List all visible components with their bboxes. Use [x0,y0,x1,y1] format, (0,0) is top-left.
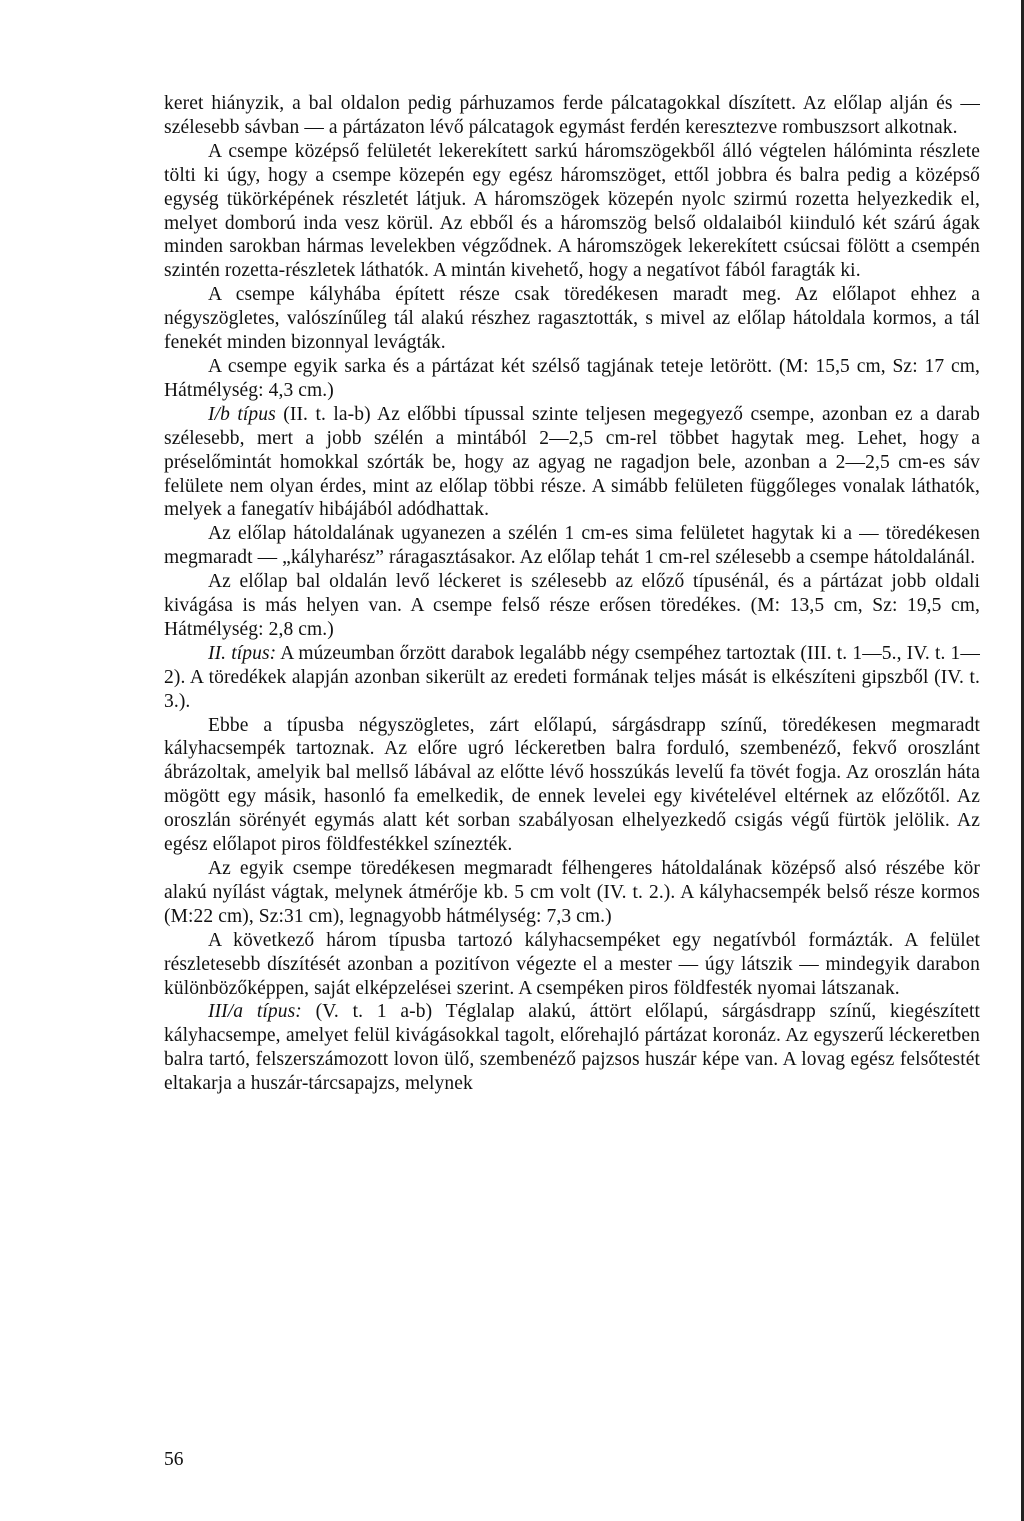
paragraph-text: Az előlap bal oldalán levő léckeret is szélesebb az előző típusénál, és a pártázat jobb oldali kivágása is más helyen van. A csempe felső része erősen töredékes. (M: 13,5 cm, Sz: 19,5 cm, Hátmélység: 2,8 cm.) [164,571,980,640]
paragraph-text: A csempe középső felületét lekerekített sarkú háromszögekből álló végtelen hálóminta részlete tölti ki úgy, hogy a csempe közepén egy egész háromszöget, ettől jobbra és balra pedig a középső egység tükörképének részletét látjuk. A háromszögek közepén nyolc szirmú rozetta helyezkedik el, melyet domború inda vesz körül. Az ebből és a háromszög belső oldalaiból kiinduló két szárú ágak minden sarokban hármas levelekben végződnek. A háromszögek lekerekített csúcsai fölött a csempén szintén rozetta-részletek láthatók. A mintán kivehető, hogy a negatívot fából faragták ki. [164,140,980,282]
paragraph [164,929,980,1001]
italic-heading: I/b típus [208,403,276,425]
paragraph-text: Ebbe a típusba négyszögletes, zárt előlapú, sárgásdrapp színű, töredékesen megmaradt kályhacsempék tartoznak. Az előre ugró léckeretben balra forduló, szembenéző, fekvő oroszlánt ábrázoltak, amelyik bal mellső lábával az előtte lévő hosszúkás levelű fa tövét fogja. Az oroszlán háta mögött egy másik, hasonló fa emelkedik, de ennek levelei egy kivételével eltérnek az előzőtől. Az oroszlán sörényét egymás alatt két sorban szabályosan elhelyezkedő csigás végű fürtök jelölik. Az egész előlapot piros földfestékkel színezték. [164,714,980,856]
page-number: 56 [164,1449,184,1470]
paragraph [164,570,980,642]
paragraph-text: A csempe kályhába épített része csak töredékesen maradt meg. Az előlapot ehhez a négyszögletes, valószínűleg tál alakú részhez ragasztották, s mivel az előlap hátoldala kormos, a tál fenekét minden bizonnyal levágták. [164,284,980,354]
paragraph [164,283,980,355]
paragraph [164,857,980,929]
italic-heading: II. típus: [208,642,277,664]
paragraph [164,1000,980,1096]
paragraph [164,714,980,857]
body-text [164,92,980,1096]
paragraph-text: (V. t. 1 a-b) Téglalap alakú, áttört előlapú, sárgásdrapp színű, kiegészített kályhacsempe, amelyet felül kivágásokkal tagolt, előrehajló pártázat koronáz. Az egyszerű léckeretben balra tartó, felszerszámozott lovon ülő, szembenéző pajzsos huszár képe van. A lovag egész felsőtestét eltakarja a huszár-tárcsapajzs, melynek [164,1001,980,1095]
paragraph [164,140,980,283]
paragraph [164,92,980,140]
paragraph [164,403,980,523]
paragraph [164,522,980,570]
paragraph-text: Az előlap hátoldalának ugyanezen a szélén 1 cm-es sima felületet hagytak ki a — töredékesen megmaradt — „kályharész” ráragasztásakor. Az előlap tehát 1 cm-rel szélesebb a csempe hátoldalánál. [164,523,980,569]
paragraph-text: A csempe egyik sarka és a pártázat két szélső tagjának teteje letörött. (M: 15,5 cm, Sz: 17 cm, Hátmélység: 4,3 cm.) [164,355,980,401]
italic-heading: III/a típus: [208,1001,302,1023]
paragraph-text: (II. t. la-b) Az előbbi típussal szinte teljesen megegyező csempe, azonban ez a darab szélesebb, mert a jobb szélén a mintából 2—2,5 cm-rel többet hagytak meg. Lehet, hogy a préselőmintát homokkal szórták be, hogy az agyag ne ragadjon bele, azonban a 2—2,5 cm-es sáv felülete nem olyan érdes, mint az előlap többi része. A simább felületen függőleges vonalak láthatók, melyek a fanegatív hibájából adódhattak. [164,403,980,521]
paragraph-text: keret hiányzik, a bal oldalon pedig párhuzamos ferde pálcatagokkal díszített. Az előlap alján és — szélesebb sávban — a pártázaton lévő pálcatagok egymást ferdén keresztezve rombuszsort alkotnak. [164,93,980,138]
paragraph-text: A következő három típusba tartozó kályhacsempéket egy negatívból formázták. A felület részletesebb díszítését azonban a pozitívon végezte el a mester — úgy látszik — mindegyik darabon különbözőképpen, saját elképzelései szerint. A csempéken piros földfesték nyomai látszanak. [164,929,980,999]
paragraph-text: Az egyik csempe töredékesen megmaradt félhengeres hátoldalának középső alsó részébe kör alakú nyílást vágtak, melynek átmérője kb. 5 cm volt (IV. t. 2.). A kályhacsempék belső része kormos (M:22 cm), Sz:31 cm), legnagyobb hátmélység: 7,3 cm.) [164,858,980,927]
paragraph [164,642,980,714]
paragraph [164,355,980,403]
paragraph-text: A múzeumban őrzött darabok legalább négy csempéhez tartoztak (III. t. 1—5., IV. t. 1—2). A töredékek alapján azonban sikerült az eredeti formának teljes mását is elkészíteni gipszből (IV. t. 3.). [164,642,980,712]
